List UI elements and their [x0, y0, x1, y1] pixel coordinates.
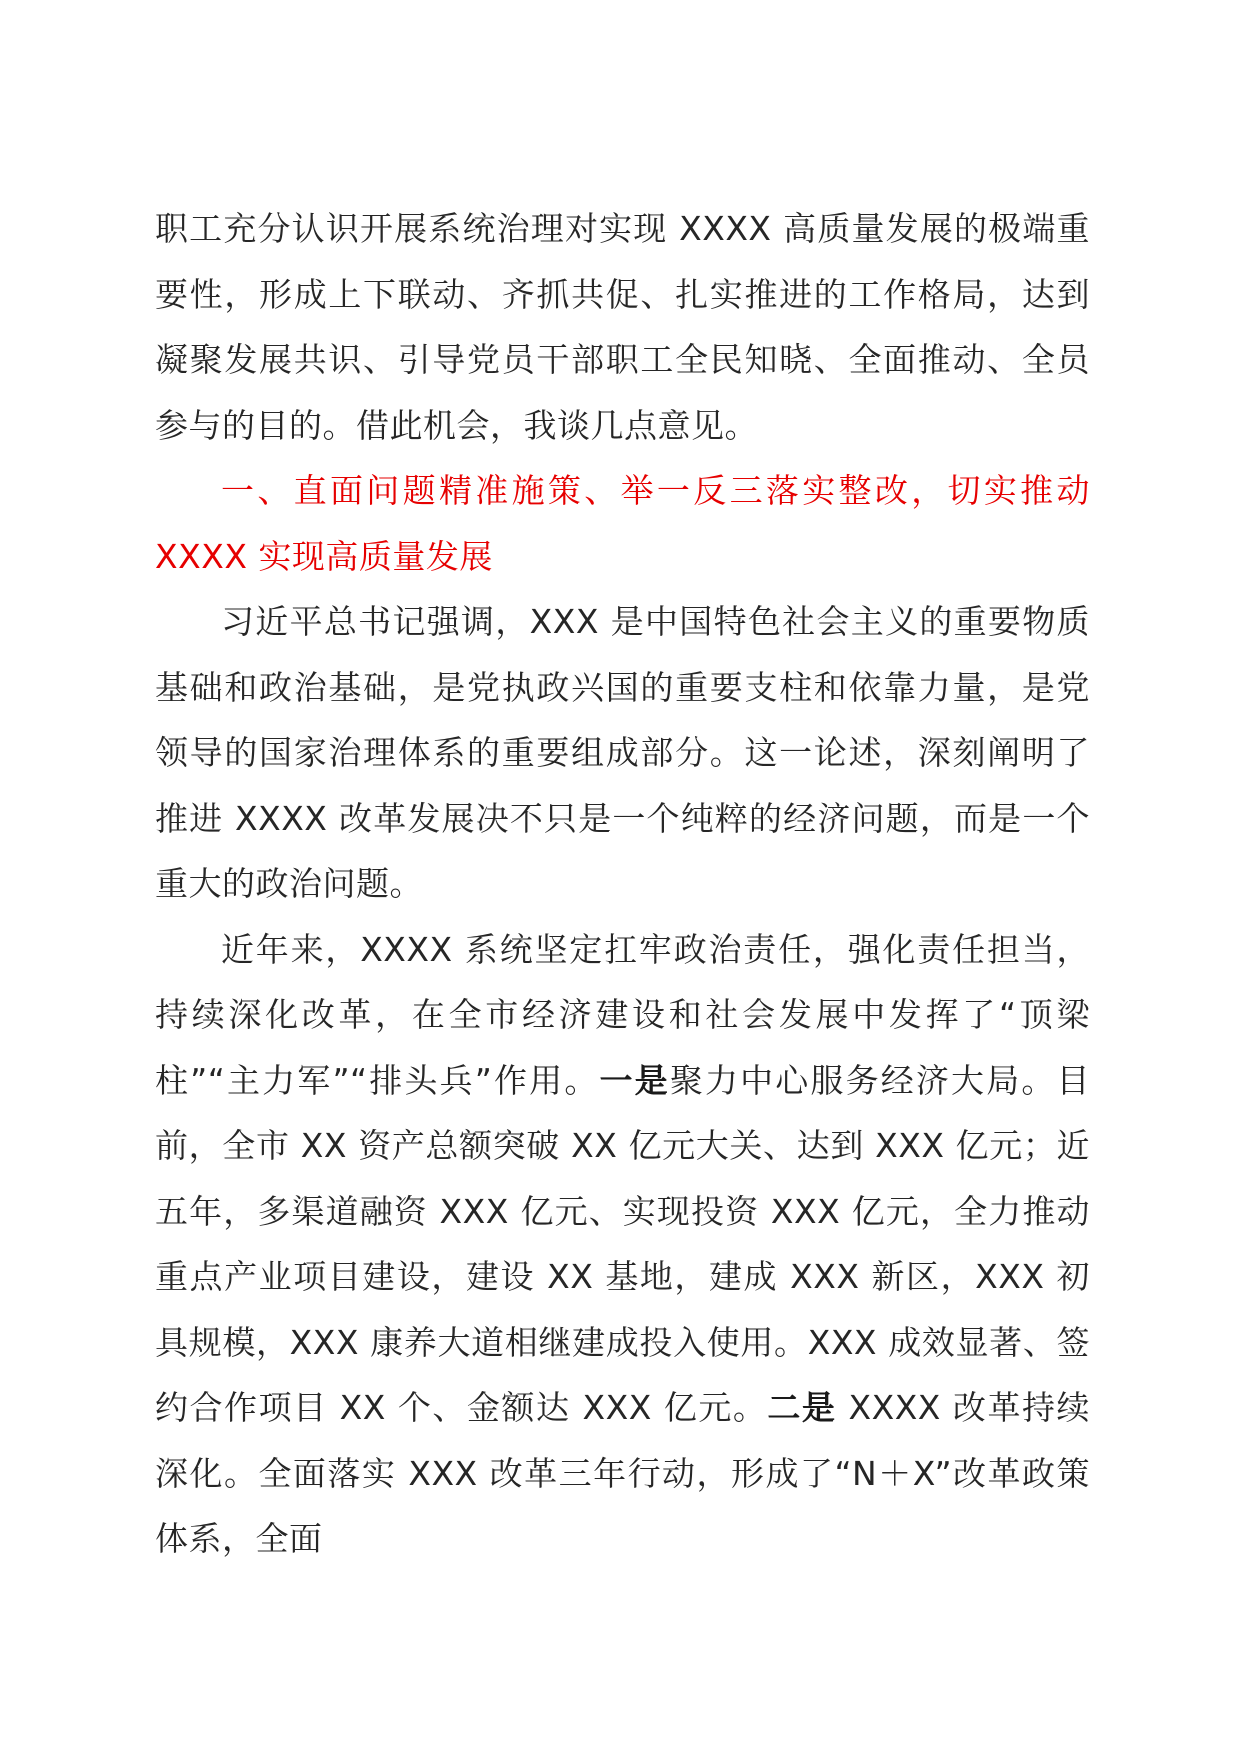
point-one-label: 一是	[599, 1060, 670, 1100]
paragraph-continuation: 职工充分认识开展系统治理对实现 XXXX 高质量发展的极端重要性，形成上下联动、齐抓共促、扎实推进的工作格局，达到凝聚发展共识、引导党员干部职工全民知晓、全面推动、全员参与的目的。借此机会，我谈几点意见。	[155, 209, 1090, 445]
point-two-text: XXXX 改革持续深化。全面落实 XXX 改革三年行动，形成了“N＋X”改革政策体系，全面	[155, 1388, 1090, 1558]
point-one-text: 聚力中心服务经济大局。目前，全市 XX 资产总额突破 XX 亿元大关、达到 XXX 亿元；近五年，多渠道融资 XXX 亿元、实现投资 XXX 亿元，全力推动重点产业项目建设，建设 XX 基地，建成 XXX 新区，XXX 初具规模，XXX 康养大道相继建成投入使用。XXX 成效显著、签约合作项目 XX 个、金额达 XXX 亿元。	[155, 1060, 1091, 1427]
document-body	[155, 196, 1090, 1572]
paragraph-xi-quote: 习近平总书记强调，XXX 是中国特色社会主义的重要物质基础和政治基础，是党执政兴国的重要支柱和依靠力量，是党领导的国家治理体系的重要组成部分。这一论述，深刻阐明了推进 XXXX 改革发展决不只是一个纯粹的经济问题，而是一个重大的政治问题。	[155, 602, 1090, 903]
paragraph-achievements	[155, 917, 1090, 1572]
achievements-intro: 近年来，XXXX 系统坚定扛牢政治责任，强化责任担当，持续深化改革，在全市经济建设和社会发展中发挥了“顶梁柱”“主力军”“排头兵”作用。	[155, 929, 1090, 1100]
section-heading: 一、直面问题精准施策、举一反三落实整改，切实推动 XXXX 实现高质量发展	[155, 471, 1090, 576]
point-two-label: 二是	[767, 1388, 837, 1427]
